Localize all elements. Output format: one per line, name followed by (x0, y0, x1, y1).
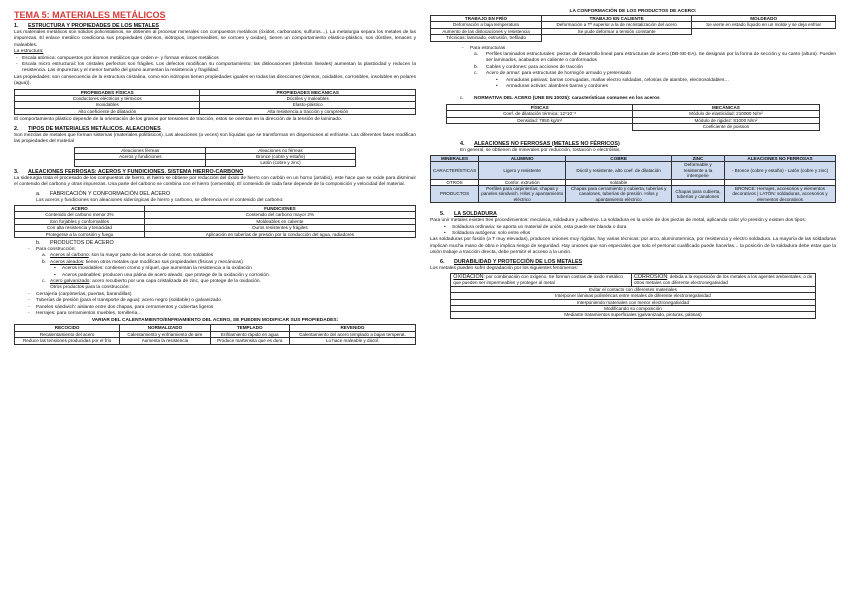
list-item: • Armaduras activas: alambres barras y cordones (496, 84, 608, 90)
paragraph: Las soldaduras por fusión (a T muy elevadas), producen uniones muy rígidas, hay varias técnicas: por arco, aluminotermica, por resistencia y electro soldadura. La mayoría de las soldaduras implican mucha mano de obra e implica riesgo de seguridad. Hay uniones que son especiales que solo el personal cualificado puede hacerlas… la posición de la soldadura debe estar que la unión trabaje a tracción directa, debe permitir el acceso a la unión. (430, 237, 836, 256)
section-2-heading: 2. TIPOS DE MATERIALES METÁLICOS. ALEACIONES (14, 125, 161, 132)
paragraph: Los aceros y fundiciones son aleaciones siderúrgicas de hierro y carbono, se diferencia en el contenido del carbono: (36, 197, 284, 203)
standard-table: FÍSICAS MECÁNICAS Coef. de dilatación térmica: 12*10⁻⁶ Módulo de elasticidad: 210000 N/m² Densidad: 7850 kg/m³ Módulo de rigidez: 81000 N/m² Coeficiente de poisson (446, 104, 820, 131)
table-caption: VARIAR DEL CALENTAMIENTO/ENFRIAMIENTO DEL ACERO, SE PUEDEN MODIFICAR SUS PROPIEDADES: (91, 318, 339, 324)
list-item: • Armaduras pasivas: barras corrugadas, mallas electro soldadas, celosías de alambre, electrosoldables… (496, 77, 730, 83)
list-item: a. Aceros al carbono: son la mayor parte de los aceros de const. Son soldables (42, 253, 214, 259)
section-4-heading: 4. ALEACIONES NO FERROSAS (METALES NO FÉRRICOS) (460, 140, 620, 147)
alloys-table: Aleaciones férreas Aleaciones no férreas Aceros y fundiciones Bronce (cobre y estaño) Latón (cobre y zinc) (74, 147, 355, 167)
non-ferrous-table: MINERALES ALUMINIO COBRE ZINC ALEACIONES NO FERROSAS CARACTERÍSTICAS Ligero y resistente Dúctil y resistente, alto coef. de dilatación Deformable y resistente a la intemperie - Bronce (cobre y estaño) - Latón (cobre y zinc) OTROS Confor. extrusión soldable PRODUCTOS Perfiles para carpinterías, chapas y paneles sándwich. Hilos y apantamiento eléctrico Chapas para cerramiento y cubierta, tuberías y canalones, tuberías de presión. Hilos y apantamiento eléctrico Chapas para cubierta, tuberías y canalones BRONCE: Herrajes, accesorios y elementos decorativos | LATÓN: soldaduras, accesorios y elementos decorativos (430, 155, 836, 203)
list-item: - Para estructuras (462, 45, 506, 51)
list-item: • Soldadura ordinaria: se aporta un material de unión, esta puede ser blanda o dura (444, 224, 627, 230)
list-item: ▪ Aceros patinables: producen una pátina de acero aleado, que protege de la oxidación y corrosión. (54, 272, 271, 278)
list-item: c. Acero galvanizado: acero recubierto por una capa cristalizada de zinc, que protege de la oxidación. (42, 279, 261, 284)
list-item: b. Aceros aleados: tienen otros metales que modifican sus propiedades (físicas y mecánicas) (42, 259, 243, 265)
section-6-heading: 6. DURABILIDAD Y PROTECCIÓN DE LOS METALES (440, 258, 583, 265)
paragraph: Los metales pueden sufrir degradación por los siguientes fenómenos: (430, 265, 578, 271)
properties-table: PROPIEDADES FÍSICAS PROPIEDADES MECÁNICAS Conductores eléctricos y térmicos Dúctiles y maleables Inoxidables Elasto-plástico Alto coeficiente de dilatación Alta resistencia a tracción y compresión (14, 89, 416, 116)
subsection-b-heading: b. PRODUCTOS DE ACERO (36, 239, 114, 246)
protection-table: OXIDACIÓN: por combinación con oxígeno. Se forman costras de óxido metálico que pueden ser impermeables y proteger al metal CORROSIÓN: debida a la exposición de los metales a los agentes ambientales, o de otros metales con diferente electronegatividad Evitar el contacto con diferentes materiales Interponer láminas poliméricas entre metales de diferente electronegatividad Interponiendo materiales con menor electronegatividad Modificando su composición Mediante tratamientos superficiales (galvanizado, pinturas, pátinas) (450, 273, 815, 319)
section-5-heading: 5. LA SOLDADURA (440, 211, 497, 218)
list-item: - Escala atómica: compuestos por átomos metálicos que ceden e- y forman enlaces metálicos (16, 55, 219, 61)
list-item: - Para construcción: (28, 246, 76, 252)
list-item: ▪ Aceros inoxidables: contienen cromo y níquel, que aumentan la resistencia a la oxidación (54, 266, 252, 272)
list-item: a. Perfiles laminados estructurales: piezas de desarrollo lineal para estructuras de acero (DB-SE-EA). Se designan por la forma de sección y su canto (altura). Pueden ser laminados, acabados en caliente o conformados (474, 52, 836, 64)
paragraph: Son mezclas de metales que forman sistemas (materiales polifásicos). Las aleaciones (a veces) son líquidas que se transforman en dispersiones al enfriarse. Las diferentes fases modifican las propiedades del material (14, 132, 416, 145)
list-item: c. Acero de armar: para estructuras de hormigón armado y pretensado (474, 71, 632, 77)
list-item: - Paneles sándwich: aislante entre dos chapas, para cerramientos y cubiertas ligeros (28, 304, 214, 310)
paragraph: En general, se obtienen de minerales por reducción, tostación o electrólisis. (460, 147, 621, 153)
list-item: - Escala micro estructural: los cristales perfectos son frágiles. Los defectos modifican su comportamiento; las dislocaciones (defectos lineales) aumentan la plasticidad y reducen la resistencia. Las impurezas y el menor tamaño del grano aumentan la resistencia y fragilidad. (16, 62, 416, 74)
section-1-heading: 1. ESTRUCTURA Y PROPIEDADES DE LOS METALES (14, 23, 159, 29)
list-item: - Cerrajería (carpinterías, puertas, barandillas) (28, 291, 132, 297)
list-item: - Tuberías de presión (para el transporte de agua): acero negro (soldable) o galvanizado (28, 298, 221, 304)
paragraph: Las propiedades: son consecuencia de la estructura cristalina, como son isótropos tienen propiedades iguales en todas las direcciones (densos, oxidables, corrosibles, insolubles en polares (agua)). (14, 74, 416, 87)
steel-table: ACERO FUNDICIONES Contenido del carbono menor 2% Contenido del carbono mayor 2% Son forjables y conformables Moldeables en caliente Con alta resistencia y tenacidad Duros resistentes y frágiles Protegerse a la corrosión y fuego Aplicación en tuberías de presión por la conducción del agua, radiadores (14, 205, 416, 238)
list-item: b. Cables y cordones: para acciones de tracción (474, 64, 584, 70)
heat-treatment-table: RECOCIDO NORMALIZADO TEMPLADO REVENIDO Recalentamiento del acero Calentamiento y enfriamiento de aire Enfriamiento rápido en agua Calentamiento del acero templado a bajas temperat. Reduce las tensiones producidas por el frío Aumenta la resistencia Produce martensita que es dura Lo hace maleable y dúctil. (14, 324, 416, 344)
list-item: - Herrajes: para cerramientos muebles, tornillería… (28, 311, 143, 317)
list-item: • Soldadura autógena: solo entre ellos (444, 230, 531, 236)
right-column (430, 8, 836, 321)
paragraph: Los materiales metálicos son sólidos policristalinos, se obtienen al procesar minerales con compuestos metálicos (óxidos, carbonatos, sulfuros…). La metalurgia separa los metales de las impurezas. El enlace metálico condiciona sus propiedades (densos, isótropos, impermeables, se corroen y oxidan), tienen un comportamiento elástico-plástico, son dúctiles, tenaces y maleables. (14, 30, 416, 48)
paragraph: La siderurgia trata el procesado de los compuestos de hierro, el hierro se obtiene por reducción del óxido de hierro con carbón en un horno (arrabio), este hace que se oxide para disminuir el contenido del carbono y otras impurezas. Una parte del carbono se combina con el hierro (cementita). El contenido de cada fase depende de la composición y velocidad del material. (14, 175, 416, 188)
paragraph: Para unir metales existen tres procedimientos: mecánica, soldadura y adhesivo. La soldadura es la unión de dos piezas de metal, aplicando calor y/o presión y existen dos tipos: (430, 218, 806, 224)
page-title: TEMA 5: MATERIALES METÁLICOS (14, 10, 166, 20)
left-column (14, 8, 416, 347)
subsection-a-heading: a. FABRICACIÓN Y CONFORMACIÓN DEL ACERO (36, 190, 171, 197)
paragraph: El comportamiento plástico depende de la orientación de los granos por tensiones de tracción, estos se orientan en la dirección de la tensión de laminado. (14, 117, 342, 123)
table-caption: LA CONFORMACIÓN DE LOS PRODUCTOS DE ACERO: (569, 9, 697, 14)
list-item: c. NORMATIVA DEL ACERO (UNE EN 10025): características comunes en los aceros (460, 96, 660, 102)
section-3-heading: 3. ALEACIONES FERROSAS: ACEROS Y FUNDICIONES. SISTEMA HIERRO-CARBONO (14, 168, 244, 175)
shaping-table: TRABAJO EN FRÍO TRABAJO EN CALIENTE MOLDEADO Deformación a baja temperatura Deformación a Tª superior a la de recristalización del acero Se vierte en estado líquido en un molde y se deja enfriar Aumento de las dislocaciones y resistencia Se pude deformar a tensión constante Técnicas: laminado, extrusión, trefilado (430, 15, 836, 42)
list-item: Otros productos para la construcción: (50, 285, 130, 291)
subheading: La estructura: (14, 49, 44, 55)
